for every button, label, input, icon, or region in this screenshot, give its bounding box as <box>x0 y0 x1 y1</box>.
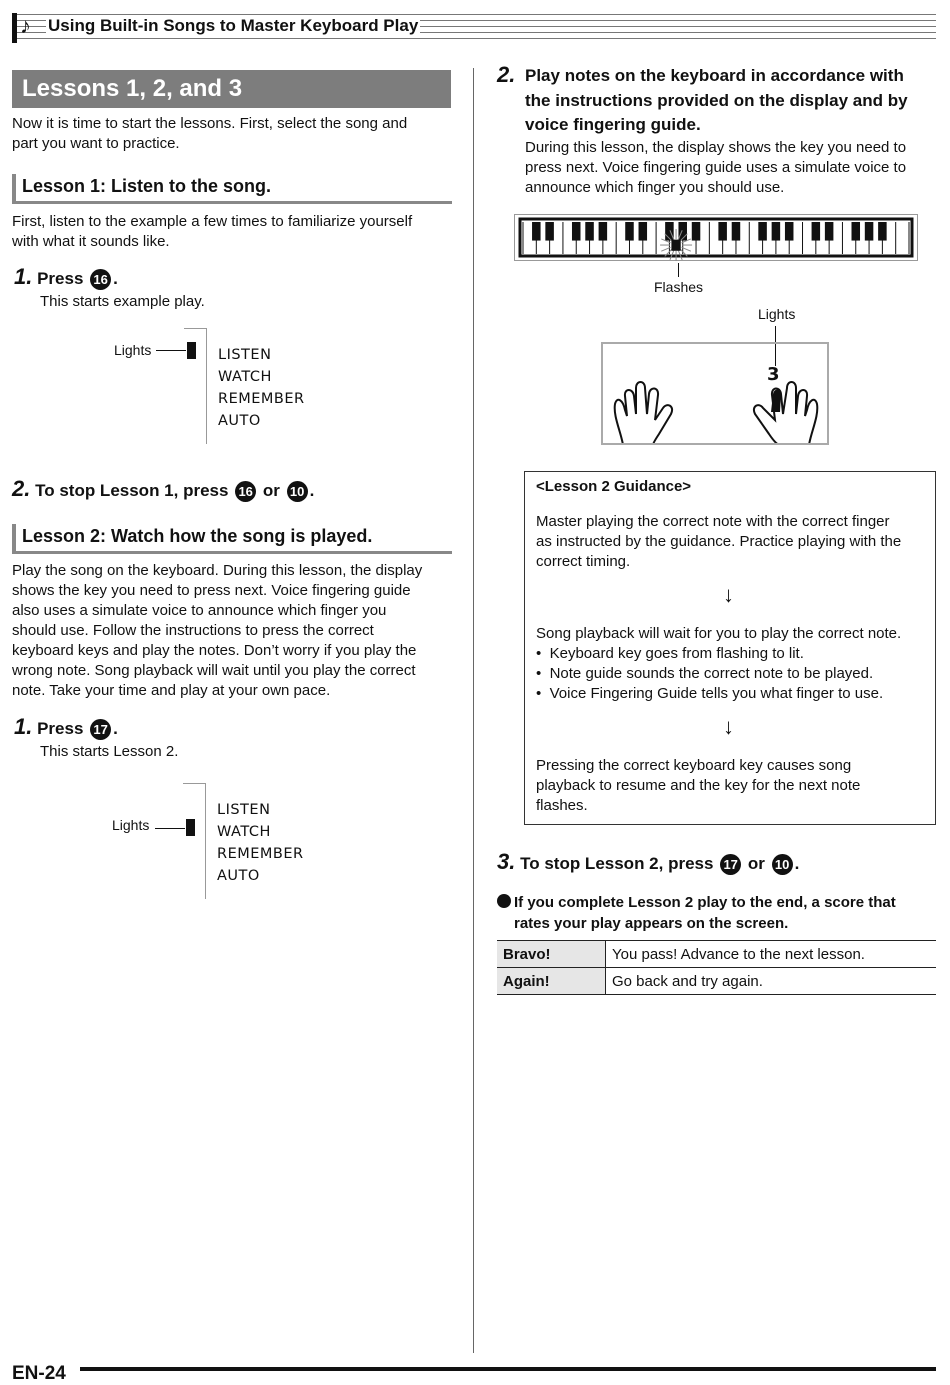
text-line: Play the song on the keyboard. During this lesson, the display <box>12 562 423 579</box>
hands-icon <box>603 344 829 445</box>
button-17-badge: 17 <box>720 854 741 875</box>
black-key <box>785 222 794 241</box>
right-step2-number: 2. <box>497 62 516 87</box>
text-line: Master playing the correct note with the correct finger <box>536 513 890 530</box>
text-line: shows the key you need to press next. Voice fingering guide <box>12 582 411 599</box>
header-bar <box>12 13 17 43</box>
table-key: Bravo! <box>497 941 606 968</box>
intro-line: part you want to practice. <box>12 135 180 152</box>
menu-item: AUTO <box>218 413 261 429</box>
menu-item: AUTO <box>217 868 260 884</box>
display-frame <box>205 783 206 899</box>
guidance-bullets <box>536 644 883 704</box>
text-line: as instructed by the guidance. Practice playing with the <box>536 533 902 550</box>
black-key <box>851 222 860 241</box>
black-key <box>532 222 541 241</box>
right-hand <box>754 382 817 445</box>
display-frame <box>183 783 206 784</box>
button-16-badge: 16 <box>235 481 256 502</box>
text-line: If you complete Lesson 2 play to the end, a score that <box>514 894 896 911</box>
step-text: Press <box>37 719 84 738</box>
button-10-badge: 10 <box>772 854 793 875</box>
lights-label: Lights <box>114 342 152 358</box>
black-key <box>732 222 741 241</box>
black-key <box>599 222 608 241</box>
left-hand <box>615 382 672 445</box>
step-or: or <box>747 854 765 873</box>
step-number: 1. <box>14 714 33 739</box>
lesson1-step1 <box>14 264 118 290</box>
score-table <box>497 940 936 995</box>
heading-line: voice fingering guide. <box>525 115 701 134</box>
right-step2-heading <box>525 64 908 138</box>
down-arrow-icon: ↓ <box>723 582 734 607</box>
header-rule <box>12 14 936 15</box>
display-menu <box>218 344 305 432</box>
music-note-icon: ♪ <box>20 13 31 38</box>
button-10-badge: 10 <box>287 481 308 502</box>
intro-line: Now it is time to start the lessons. First, select the song and <box>12 115 408 132</box>
black-key <box>572 222 581 241</box>
lesson1-text <box>12 212 412 252</box>
flashes-pointer <box>678 263 679 277</box>
lights-label: Lights <box>112 817 150 833</box>
black-key <box>758 222 767 241</box>
flashing-key <box>671 240 680 251</box>
guidance-title: <Lesson 2 Guidance> <box>536 478 692 495</box>
step-number: 3. <box>497 849 516 874</box>
hands-illustration <box>601 342 829 445</box>
lights-pointer <box>156 350 186 351</box>
step-or: or <box>262 481 280 500</box>
footer-rule <box>80 1367 936 1371</box>
table-value: You pass! Advance to the next lesson. <box>606 941 937 968</box>
lesson1-heading: Lesson 1: Listen to the song. <box>12 174 452 204</box>
table-value: Go back and try again. <box>606 968 937 995</box>
text-line: During this lesson, the display shows the key you need to <box>525 139 907 156</box>
black-key <box>639 222 648 241</box>
step-number: 1. <box>14 264 33 289</box>
lesson2-text <box>12 561 422 701</box>
text-line: note. Take your time and play at your own pace. <box>12 682 331 699</box>
column-divider <box>473 68 474 1353</box>
bullet-item: • Voice Fingering Guide tells you what finger to use. <box>536 685 884 702</box>
lesson1-step1-desc: This starts example play. <box>40 293 205 310</box>
bullet-text: Note guide sounds the correct note to be played. <box>549 665 874 682</box>
lesson1-step2 <box>12 476 314 502</box>
text-line: with what it sounds like. <box>12 233 170 250</box>
display-indicator <box>186 819 195 836</box>
text-line: playback to resume and the key for the next note <box>536 777 861 794</box>
black-key <box>812 222 821 241</box>
text-line: First, listen to the example a few times to familiarize yourself <box>12 213 413 230</box>
down-arrow-icon: ↓ <box>723 714 734 739</box>
menu-item: LISTEN <box>217 802 271 818</box>
lights-label: Lights <box>758 306 796 322</box>
bullet-text: Keyboard key goes from flashing to lit. <box>549 645 804 662</box>
bullet-text: Voice Fingering Guide tells you what finger to use. <box>549 685 884 702</box>
black-key <box>692 222 701 241</box>
header-title: Using Built-in Songs to Master Keyboard Play <box>48 16 419 35</box>
heading-line: the instructions provided on the display and by <box>525 90 908 110</box>
table-row <box>497 968 936 995</box>
menu-item: LISTEN <box>218 347 272 363</box>
text-line: also uses a simulate voice to announce which finger you <box>12 602 387 619</box>
display-indicator <box>187 342 196 359</box>
score-note <box>514 892 896 934</box>
text-line: flashes. <box>536 797 588 814</box>
text-line: should use. Follow the instructions to press the correct <box>12 622 374 639</box>
button-17-badge: 17 <box>90 719 111 740</box>
text-line: wrong note. Song playback will wait until you play the correct <box>12 662 416 679</box>
header-rule <box>12 38 936 39</box>
black-key <box>718 222 727 241</box>
page-number: EN-24 <box>12 1363 66 1384</box>
step-end: . <box>113 719 118 738</box>
black-key <box>772 222 781 241</box>
step-text: Press <box>37 269 84 288</box>
table-key: Again! <box>497 968 606 995</box>
lesson2-heading: Lesson 2: Watch how the song is played. <box>12 524 452 554</box>
text-line: keyboard keys and play the notes. Don’t worry if you play the <box>12 642 417 659</box>
text-line: correct timing. <box>536 553 631 570</box>
keyboard-illustration <box>514 214 918 264</box>
text-line: Pressing the correct keyboard key causes song <box>536 757 852 774</box>
black-key <box>865 222 874 241</box>
menu-item: WATCH <box>217 824 271 840</box>
intro-text <box>12 114 407 154</box>
lights-pointer <box>155 828 185 829</box>
step-end: . <box>794 854 800 873</box>
text-line: rates your play appears on the screen. <box>514 915 789 932</box>
display-frame <box>184 328 207 329</box>
right-step2-text <box>525 138 906 198</box>
lesson2-step1 <box>14 714 118 740</box>
heading-line: Play notes on the keyboard in accordance with <box>525 66 904 85</box>
button-16-badge: 16 <box>90 269 111 290</box>
menu-item: REMEMBER <box>217 846 304 862</box>
black-key <box>545 222 554 241</box>
guidance-p2: Song playback will wait for you to play the correct note. <box>536 625 902 642</box>
step-number: 2. <box>12 476 31 501</box>
black-key <box>625 222 634 241</box>
guidance-p3 <box>536 756 860 816</box>
table-row <box>497 941 936 968</box>
step-end: . <box>113 269 118 288</box>
lesson2-step1-desc: This starts Lesson 2. <box>40 743 179 760</box>
step-text: To stop Lesson 2, press <box>520 854 714 873</box>
section-title: Lessons 1, 2, and 3 <box>12 70 451 108</box>
finger-number: 3 <box>767 364 780 385</box>
bullet-circle-icon <box>497 894 511 908</box>
black-key <box>878 222 887 241</box>
display-menu <box>217 799 304 887</box>
bullet-item: • Note guide sounds the correct note to be played. <box>536 665 874 682</box>
guidance-p1 <box>536 512 901 572</box>
menu-item: REMEMBER <box>218 391 305 407</box>
text-line: announce which finger you should use. <box>525 179 785 196</box>
right-step3 <box>497 849 799 875</box>
black-key <box>825 222 834 241</box>
text-line: press next. Voice fingering guide uses a simulate voice to <box>525 159 907 176</box>
step-end: . <box>309 481 315 500</box>
display-frame <box>206 328 207 444</box>
menu-item: WATCH <box>218 369 272 385</box>
bullet-item: • Keyboard key goes from flashing to lit. <box>536 645 804 662</box>
flashes-label: Flashes <box>654 279 704 295</box>
black-key <box>585 222 594 241</box>
guidance-box <box>524 471 936 825</box>
step-text: To stop Lesson 1, press <box>35 481 229 500</box>
